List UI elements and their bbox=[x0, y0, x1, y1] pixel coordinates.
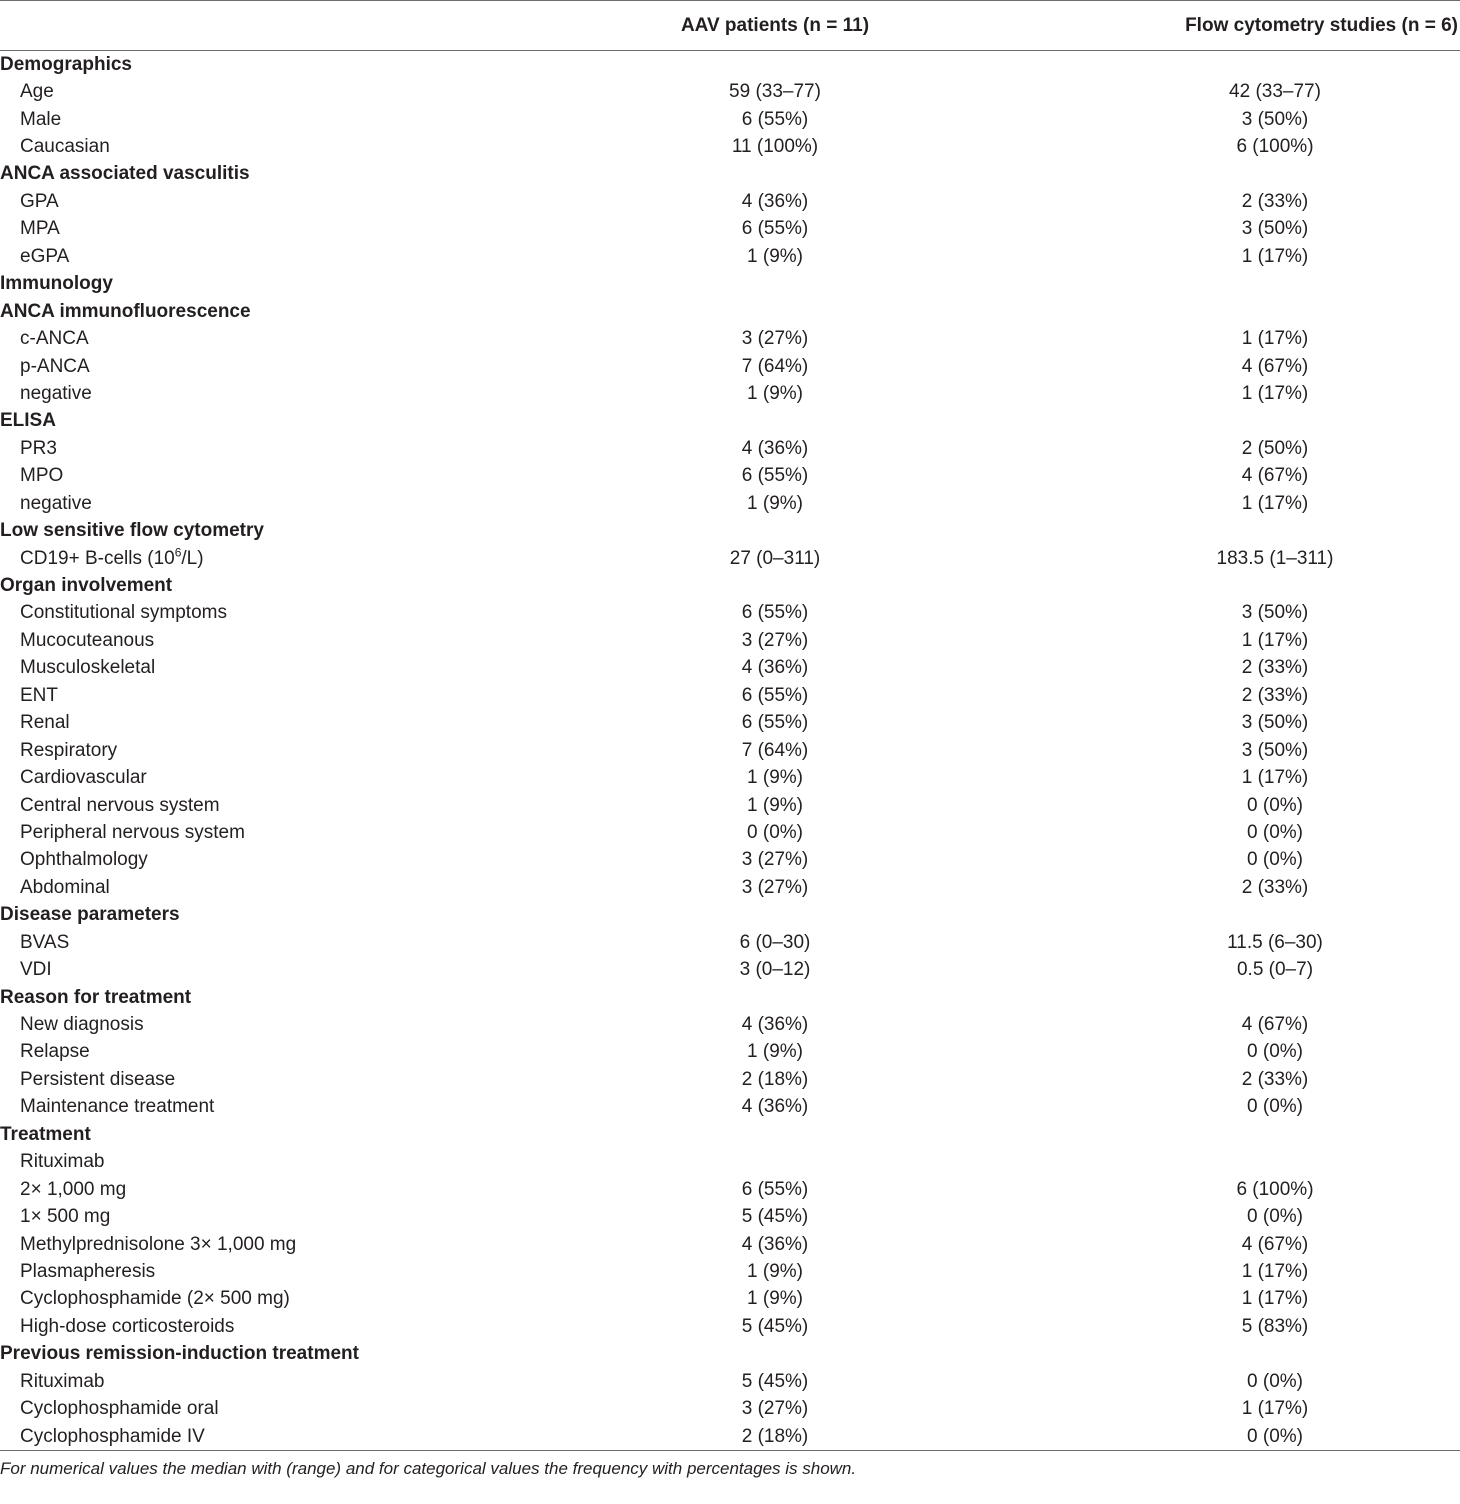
aav-value: 4 (36%) bbox=[741, 1096, 809, 1118]
aav-value: 2 (18%) bbox=[741, 1425, 809, 1447]
row-label-text: Reason for treatment bbox=[0, 986, 192, 1008]
section-label bbox=[0, 904, 560, 926]
row-label bbox=[0, 1261, 560, 1283]
flow-value-cell bbox=[990, 493, 1460, 515]
flow-value-cell bbox=[990, 740, 1460, 762]
row-label bbox=[0, 767, 560, 789]
section-row bbox=[0, 1121, 1460, 1148]
section-label bbox=[0, 575, 560, 597]
flow-value-cell bbox=[990, 273, 1460, 295]
row-label-text: Rituximab bbox=[20, 1151, 105, 1173]
aav-value: 4 (36%) bbox=[741, 437, 809, 459]
table-row bbox=[0, 545, 1460, 572]
row-label bbox=[0, 1426, 560, 1448]
row-label bbox=[0, 191, 560, 213]
table-row bbox=[0, 1231, 1460, 1258]
table-row bbox=[0, 710, 1460, 737]
row-label bbox=[0, 712, 560, 734]
flow-value-cell bbox=[990, 1234, 1460, 1256]
row-label-text: Methylprednisolone 3× 1,000 mg bbox=[20, 1233, 297, 1255]
table-row bbox=[0, 435, 1460, 462]
flow-value-cell bbox=[990, 712, 1460, 734]
row-label-text: Age bbox=[20, 81, 54, 103]
aav-value: 7 (64%) bbox=[741, 355, 809, 377]
table-row bbox=[0, 1395, 1460, 1422]
row-label-text: GPA bbox=[20, 190, 59, 212]
flow-value-cell bbox=[990, 301, 1460, 323]
flow-value: 1 (17%) bbox=[1241, 1288, 1309, 1310]
row-label-text: ANCA immunofluorescence bbox=[0, 300, 251, 322]
flow-value-cell bbox=[990, 602, 1460, 624]
table-row bbox=[0, 1258, 1460, 1285]
row-label bbox=[0, 1288, 560, 1310]
flow-value: 1 (17%) bbox=[1241, 245, 1309, 267]
flow-value-cell bbox=[990, 1069, 1460, 1091]
row-label bbox=[0, 1069, 560, 1091]
table-row bbox=[0, 682, 1460, 709]
section-label bbox=[0, 410, 560, 432]
row-label bbox=[0, 136, 560, 158]
flow-value: 0.5 (0–7) bbox=[1236, 959, 1314, 981]
row-label bbox=[0, 1206, 560, 1228]
section-label bbox=[0, 1343, 560, 1365]
row-label bbox=[0, 438, 560, 460]
row-label-text: Peripheral nervous system bbox=[20, 821, 245, 843]
table-row bbox=[0, 792, 1460, 819]
flow-value-cell bbox=[990, 1426, 1460, 1448]
flow-value-cell bbox=[990, 465, 1460, 487]
flow-value: 1 (17%) bbox=[1241, 328, 1309, 350]
row-label-text: Respiratory bbox=[20, 739, 118, 761]
flow-value-cell bbox=[990, 191, 1460, 213]
flow-value-cell bbox=[990, 1343, 1460, 1365]
aav-value: 6 (55%) bbox=[741, 108, 809, 130]
flow-value-cell bbox=[990, 1206, 1460, 1228]
section-row bbox=[0, 984, 1460, 1011]
row-label bbox=[0, 657, 560, 679]
flow-value-cell bbox=[990, 246, 1460, 268]
aav-value: 1 (9%) bbox=[747, 245, 803, 267]
table-row bbox=[0, 819, 1460, 846]
row-label-text: ENT bbox=[20, 684, 58, 706]
table-body bbox=[0, 51, 1460, 1450]
flow-value: 4 (67%) bbox=[1241, 1014, 1309, 1036]
table-row bbox=[0, 380, 1460, 407]
table-row bbox=[0, 216, 1460, 243]
aav-value: 11 (100%) bbox=[731, 136, 819, 158]
table-row bbox=[0, 78, 1460, 105]
flow-value: 2 (33%) bbox=[1241, 657, 1309, 679]
flow-value: 0 (0%) bbox=[1247, 794, 1303, 816]
table-row bbox=[0, 655, 1460, 682]
flow-value: 6 (100%) bbox=[1236, 136, 1314, 158]
aav-value: 5 (45%) bbox=[741, 1370, 809, 1392]
aav-value: 1 (9%) bbox=[747, 794, 803, 816]
row-label-text: Immunology bbox=[0, 273, 113, 295]
header-flow-cytometry: Flow cytometry studies (n = 6) bbox=[1185, 14, 1458, 36]
row-label bbox=[0, 383, 560, 405]
row-label bbox=[0, 849, 560, 871]
flow-value-cell bbox=[990, 959, 1460, 981]
aav-value: 4 (36%) bbox=[741, 190, 809, 212]
aav-value: 6 (55%) bbox=[741, 218, 809, 240]
row-label bbox=[0, 545, 560, 570]
aav-value: 4 (36%) bbox=[741, 657, 809, 679]
flow-value: 2 (50%) bbox=[1241, 437, 1309, 459]
table-row bbox=[0, 929, 1460, 956]
row-label bbox=[0, 795, 560, 817]
table-row bbox=[0, 463, 1460, 490]
row-label bbox=[0, 1398, 560, 1420]
flow-value: 1 (17%) bbox=[1241, 382, 1309, 404]
row-label bbox=[0, 630, 560, 652]
row-label-superscript: 6 bbox=[174, 545, 182, 560]
row-label-text: High-dose corticosteroids bbox=[20, 1315, 235, 1337]
table-row bbox=[0, 1149, 1460, 1176]
flow-value: 1 (17%) bbox=[1241, 767, 1309, 789]
flow-value: 2 (33%) bbox=[1241, 1068, 1309, 1090]
row-label-text: Organ involvement bbox=[0, 575, 173, 597]
row-label bbox=[0, 465, 560, 487]
row-label bbox=[0, 81, 560, 103]
section-row bbox=[0, 298, 1460, 325]
aav-value: 2 (18%) bbox=[741, 1068, 809, 1090]
row-label-text: ELISA bbox=[0, 410, 56, 432]
aav-value: 6 (55%) bbox=[741, 712, 809, 734]
aav-value: 5 (45%) bbox=[741, 1315, 809, 1337]
table-row bbox=[0, 956, 1460, 983]
flow-value-cell bbox=[990, 328, 1460, 350]
row-label bbox=[0, 877, 560, 899]
row-label-unit: /L) bbox=[181, 547, 204, 569]
table-row bbox=[0, 1094, 1460, 1121]
section-row bbox=[0, 517, 1460, 544]
row-label-text: MPO bbox=[20, 465, 64, 487]
table-row bbox=[0, 1368, 1460, 1395]
table-row bbox=[0, 1203, 1460, 1230]
aav-value: 4 (36%) bbox=[741, 1233, 809, 1255]
aav-value: 6 (55%) bbox=[741, 602, 809, 624]
table-row bbox=[0, 1039, 1460, 1066]
aav-value: 0 (0%) bbox=[747, 821, 803, 843]
flow-value-cell bbox=[990, 548, 1460, 570]
flow-value: 0 (0%) bbox=[1247, 849, 1303, 871]
section-label bbox=[0, 1124, 560, 1146]
flow-value-cell bbox=[990, 1151, 1460, 1173]
aav-value: 3 (27%) bbox=[741, 876, 809, 898]
aav-value: 6 (55%) bbox=[741, 465, 809, 487]
flow-value-cell bbox=[990, 822, 1460, 844]
flow-value: 42 (33–77) bbox=[1229, 81, 1321, 103]
row-label-text: Persistent disease bbox=[20, 1068, 176, 1090]
row-label-text: Male bbox=[20, 108, 62, 130]
section-row bbox=[0, 1341, 1460, 1368]
row-label bbox=[0, 493, 560, 515]
row-label-text: VDI bbox=[20, 959, 52, 981]
row-label bbox=[0, 1234, 560, 1256]
flow-value: 4 (67%) bbox=[1241, 355, 1309, 377]
flow-value: 2 (33%) bbox=[1241, 684, 1309, 706]
flow-value-cell bbox=[990, 932, 1460, 954]
section-row bbox=[0, 572, 1460, 599]
row-label-text: Central nervous system bbox=[20, 794, 220, 816]
row-label-text: Cyclophosphamide IV bbox=[20, 1425, 205, 1447]
flow-value-cell bbox=[990, 520, 1460, 542]
row-label bbox=[0, 1316, 560, 1338]
table-row bbox=[0, 874, 1460, 901]
flow-value-cell bbox=[990, 849, 1460, 871]
aav-value: 3 (27%) bbox=[741, 629, 809, 651]
flow-value: 1 (17%) bbox=[1241, 1398, 1309, 1420]
aav-value: 1 (9%) bbox=[747, 767, 803, 789]
flow-value: 3 (50%) bbox=[1241, 218, 1309, 240]
flow-value: 0 (0%) bbox=[1247, 1096, 1303, 1118]
flow-value-cell bbox=[990, 657, 1460, 679]
flow-value: 3 (50%) bbox=[1241, 108, 1309, 130]
table-row bbox=[0, 106, 1460, 133]
row-label-text: Musculoskeletal bbox=[20, 657, 156, 679]
row-label bbox=[0, 740, 560, 762]
section-label bbox=[0, 301, 560, 323]
row-label-text: Cyclophosphamide (2× 500 mg) bbox=[20, 1288, 290, 1310]
table-row bbox=[0, 737, 1460, 764]
flow-value-cell bbox=[990, 109, 1460, 131]
row-label-text: Abdominal bbox=[20, 876, 110, 898]
section-row bbox=[0, 408, 1460, 435]
flow-value: 2 (33%) bbox=[1241, 876, 1309, 898]
row-label-text: Plasmapheresis bbox=[20, 1260, 156, 1282]
row-label bbox=[0, 1151, 560, 1173]
row-label-text: Cardiovascular bbox=[20, 767, 147, 789]
row-label bbox=[0, 356, 560, 378]
row-label-text: Ophthalmology bbox=[20, 849, 148, 871]
row-label-text: Relapse bbox=[20, 1041, 90, 1063]
row-label-text: Caucasian bbox=[20, 136, 110, 158]
aav-value: 27 (0–311) bbox=[729, 547, 821, 569]
aav-value: 4 (36%) bbox=[741, 1014, 809, 1036]
flow-value: 1 (17%) bbox=[1241, 1260, 1309, 1282]
row-label bbox=[0, 218, 560, 240]
table-row bbox=[0, 764, 1460, 791]
row-label-text: Previous remission-induction treatment bbox=[0, 1343, 359, 1365]
table-row bbox=[0, 1286, 1460, 1313]
flow-value-cell bbox=[990, 356, 1460, 378]
row-label bbox=[0, 1014, 560, 1036]
aav-value: 1 (9%) bbox=[747, 382, 803, 404]
table-row bbox=[0, 133, 1460, 160]
flow-value-cell bbox=[990, 1124, 1460, 1146]
flow-value-cell bbox=[990, 1014, 1460, 1036]
section-label bbox=[0, 54, 560, 76]
flow-value-cell bbox=[990, 767, 1460, 789]
row-label bbox=[0, 822, 560, 844]
flow-value-cell bbox=[990, 410, 1460, 432]
row-label bbox=[0, 1371, 560, 1393]
flow-value-cell bbox=[990, 54, 1460, 76]
flow-value-cell bbox=[990, 136, 1460, 158]
flow-value-cell bbox=[990, 218, 1460, 240]
row-label bbox=[0, 932, 560, 954]
flow-value-cell bbox=[990, 81, 1460, 103]
flow-value: 3 (50%) bbox=[1241, 739, 1309, 761]
row-label bbox=[0, 109, 560, 131]
section-row bbox=[0, 902, 1460, 929]
aav-value: 1 (9%) bbox=[747, 1041, 803, 1063]
row-label-text: CD19+ B-cells (10 bbox=[20, 547, 175, 569]
flow-value: 4 (67%) bbox=[1241, 465, 1309, 487]
table-row bbox=[0, 627, 1460, 654]
table-row bbox=[0, 353, 1460, 380]
aav-value: 3 (0–12) bbox=[739, 959, 811, 981]
table-row bbox=[0, 1176, 1460, 1203]
row-label bbox=[0, 959, 560, 981]
section-label bbox=[0, 987, 560, 1009]
row-label-text: Disease parameters bbox=[0, 904, 180, 926]
flow-value-cell bbox=[990, 163, 1460, 185]
flow-value-cell bbox=[990, 877, 1460, 899]
flow-value: 1 (17%) bbox=[1241, 629, 1309, 651]
table-row bbox=[0, 847, 1460, 874]
row-label-text: Rituximab bbox=[20, 1370, 105, 1392]
flow-value-cell bbox=[990, 1371, 1460, 1393]
aav-value: 7 (64%) bbox=[741, 739, 809, 761]
row-label-text: ANCA associated vasculitis bbox=[0, 163, 250, 185]
section-row bbox=[0, 161, 1460, 188]
flow-value-cell bbox=[990, 1041, 1460, 1063]
aav-value: 1 (9%) bbox=[747, 1288, 803, 1310]
flow-value-cell bbox=[990, 1261, 1460, 1283]
flow-value-cell bbox=[990, 383, 1460, 405]
flow-value: 4 (67%) bbox=[1241, 1233, 1309, 1255]
table-footnote: For numerical values the median with (range) and for categorical values the frequency with percentages is shown. bbox=[0, 1459, 857, 1479]
flow-value: 1 (17%) bbox=[1241, 492, 1309, 514]
section-row bbox=[0, 271, 1460, 298]
row-label bbox=[0, 602, 560, 624]
table-row bbox=[0, 325, 1460, 352]
row-label-text: PR3 bbox=[20, 437, 57, 459]
row-label bbox=[0, 246, 560, 268]
aav-value: 1 (9%) bbox=[747, 1260, 803, 1282]
aav-value: 3 (27%) bbox=[741, 1398, 809, 1420]
flow-value-cell bbox=[990, 987, 1460, 1009]
flow-value-cell bbox=[990, 575, 1460, 597]
flow-value: 2 (33%) bbox=[1241, 190, 1309, 212]
table-header bbox=[0, 1, 1460, 50]
row-label-text: Demographics bbox=[0, 53, 132, 75]
flow-value: 5 (83%) bbox=[1241, 1315, 1309, 1337]
flow-value: 3 (50%) bbox=[1241, 712, 1309, 734]
row-label bbox=[0, 1096, 560, 1118]
flow-value-cell bbox=[990, 438, 1460, 460]
flow-value-cell bbox=[990, 795, 1460, 817]
row-label-text: Mucocuteanous bbox=[20, 629, 155, 651]
flow-value-cell bbox=[990, 1316, 1460, 1338]
aav-value: 3 (27%) bbox=[741, 328, 809, 350]
table-row bbox=[0, 1423, 1460, 1450]
flow-value: 0 (0%) bbox=[1247, 1370, 1303, 1392]
row-label-text: Maintenance treatment bbox=[20, 1096, 215, 1118]
aav-value: 1 (9%) bbox=[747, 492, 803, 514]
row-label bbox=[0, 328, 560, 350]
row-label-text: MPA bbox=[20, 218, 60, 240]
flow-value: 0 (0%) bbox=[1247, 821, 1303, 843]
table-row bbox=[0, 490, 1460, 517]
table-row bbox=[0, 1011, 1460, 1038]
flow-value-cell bbox=[990, 630, 1460, 652]
row-label-text: New diagnosis bbox=[20, 1014, 144, 1036]
flow-value-cell bbox=[990, 1096, 1460, 1118]
flow-value-cell bbox=[990, 1179, 1460, 1201]
row-label-text: negative bbox=[20, 492, 92, 514]
row-label-text: c-ANCA bbox=[20, 328, 89, 350]
table-row bbox=[0, 243, 1460, 270]
row-label-text: Constitutional symptoms bbox=[20, 602, 227, 624]
table-row bbox=[0, 1066, 1460, 1093]
flow-value-cell bbox=[990, 685, 1460, 707]
row-label bbox=[0, 1041, 560, 1063]
aav-value: 6 (55%) bbox=[741, 684, 809, 706]
flow-value-cell bbox=[990, 1398, 1460, 1420]
row-label-text: Low sensitive flow cytometry bbox=[0, 520, 264, 542]
flow-value: 0 (0%) bbox=[1247, 1041, 1303, 1063]
aav-value: 5 (45%) bbox=[741, 1206, 809, 1228]
flow-value: 3 (50%) bbox=[1241, 602, 1309, 624]
section-label bbox=[0, 520, 560, 542]
row-label-text: Treatment bbox=[0, 1123, 91, 1145]
aav-value: 6 (0–30) bbox=[739, 931, 811, 953]
aav-value: 6 (55%) bbox=[741, 1178, 809, 1200]
section-label bbox=[0, 163, 560, 185]
aav-value: 3 (27%) bbox=[741, 849, 809, 871]
row-label-text: 1× 500 mg bbox=[20, 1206, 111, 1228]
row-label bbox=[0, 685, 560, 707]
row-label-text: 2× 1,000 mg bbox=[20, 1178, 127, 1200]
flow-value-cell bbox=[990, 1288, 1460, 1310]
table-row bbox=[0, 600, 1460, 627]
flow-value: 183.5 (1–311) bbox=[1216, 547, 1334, 569]
aav-value: 59 (33–77) bbox=[729, 81, 821, 103]
row-label-text: Renal bbox=[20, 712, 70, 734]
section-label bbox=[0, 273, 560, 295]
table-row bbox=[0, 1313, 1460, 1340]
flow-value-cell bbox=[990, 904, 1460, 926]
flow-value: 0 (0%) bbox=[1247, 1425, 1303, 1447]
table-row bbox=[0, 188, 1460, 215]
flow-value: 11.5 (6–30) bbox=[1227, 931, 1323, 953]
row-label-text: p-ANCA bbox=[20, 355, 90, 377]
section-row bbox=[0, 51, 1460, 78]
row-label bbox=[0, 1179, 560, 1201]
row-label-text: eGPA bbox=[20, 245, 70, 267]
flow-value: 6 (100%) bbox=[1236, 1178, 1314, 1200]
row-label-text: Cyclophosphamide oral bbox=[20, 1398, 219, 1420]
header-aav-patients: AAV patients (n = 11) bbox=[680, 14, 870, 36]
row-label-text: BVAS bbox=[20, 931, 70, 953]
flow-value: 0 (0%) bbox=[1247, 1206, 1303, 1228]
row-label-text: negative bbox=[20, 382, 92, 404]
